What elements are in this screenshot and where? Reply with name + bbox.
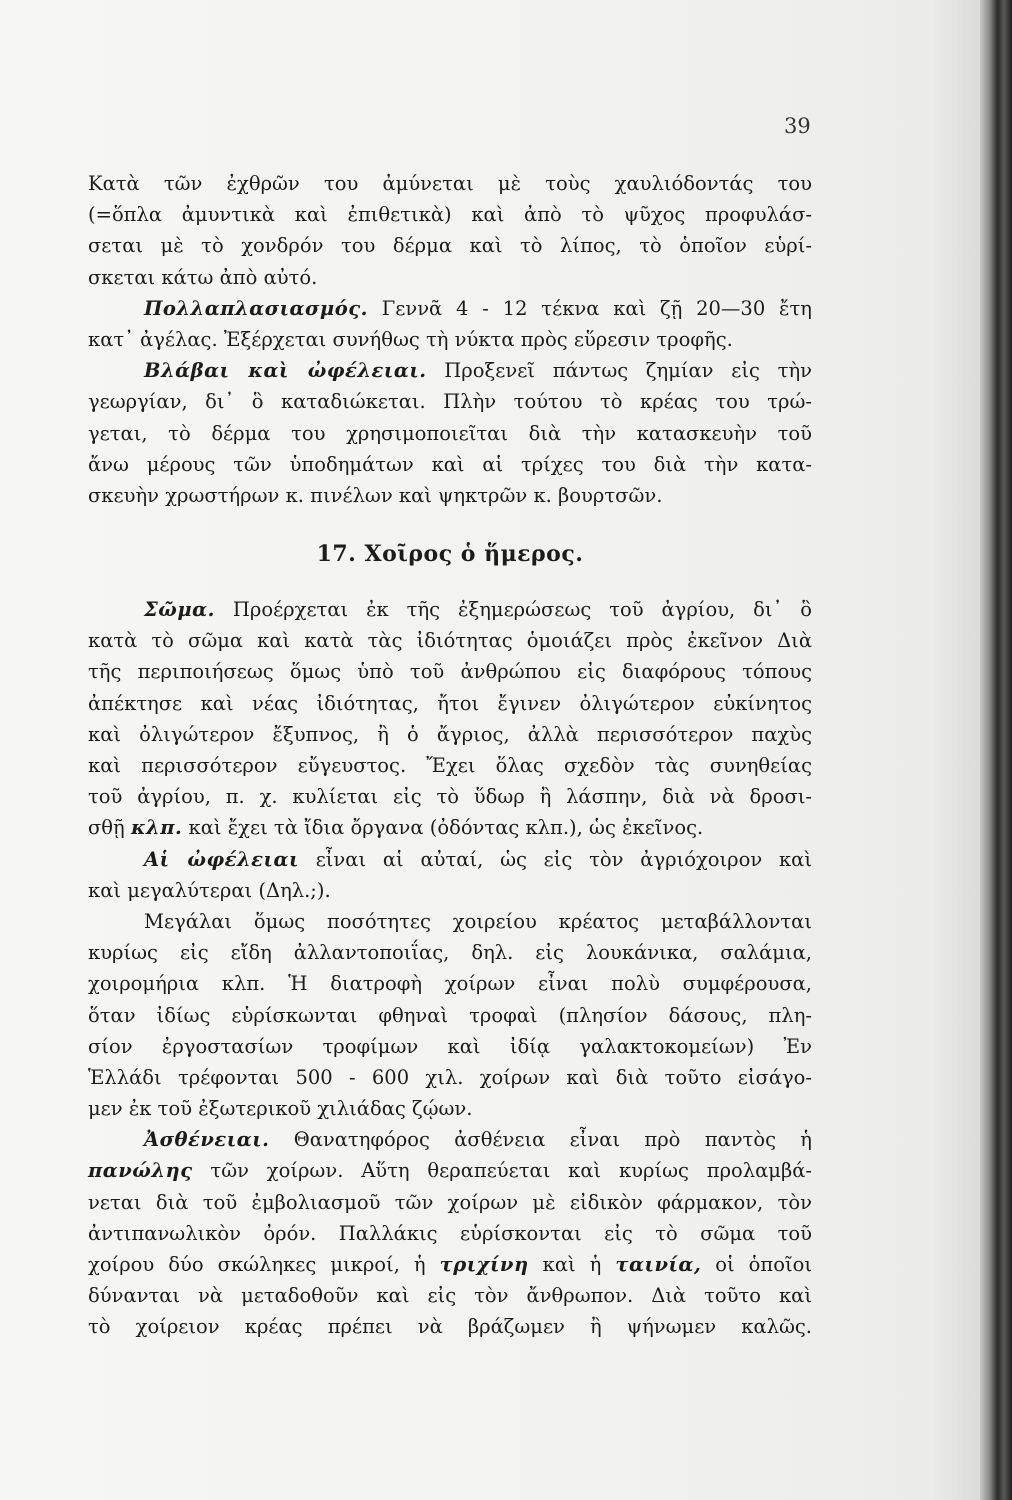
text-line: καὶ ὀλιγώτερον ἔξυπνος, ἢ ὁ ἄγριος, ἀλλὰ περισσότερον παχὺς	[88, 722, 812, 746]
text-line: ὅταν ἰδίως εὑρίσκωνται φθηναὶ τροφαὶ (πλησίον δάσους, πλη-	[88, 1003, 812, 1027]
text-line: κυρίως εἰς εἴδη ἀλλαντοποιΐας, δηλ. εἰς λουκάνικα, σαλάμια,	[88, 941, 812, 965]
text-line: σκευὴν χρωστήρων κ. πινέλων καὶ ψηκτρῶν κ. βουρτσῶν.	[88, 483, 663, 507]
text-line: καὶ περισσότερον εὔγευστος. Ἔχει ὅλας σχεδὸν τὰς συνηθείας	[88, 754, 812, 777]
text-run: οἱ ὁποῖοι	[715, 1253, 813, 1276]
text-run: Γεννᾶ 4 - 12 τέκνα καὶ ζῇ 20—30 ἔτη	[381, 296, 812, 320]
text-line: κατὰ τὸ σῶμα καὶ κατὰ τὰς ἰδιότητας ὁμοιάζει πρὸς ἐκεῖνον Διὰ	[88, 629, 812, 653]
harm-label: Βλάβαι καὶ ὠφέλειαι.	[144, 359, 427, 383]
text-line: καὶ μεγαλύτεραι (Δηλ.;).	[88, 878, 331, 902]
text-line	[88, 1155, 812, 1186]
diseases-label: Ἀσθένειαι.	[144, 1128, 270, 1152]
term-panolis: πανώλης	[88, 1159, 193, 1183]
term-trichini: τριχίνη	[439, 1253, 529, 1276]
text-run: σθῇ	[88, 816, 125, 840]
diseases-paragraph	[88, 1124, 812, 1155]
section-heading: 17. Χοῖρος ὁ ἥμερος.	[316, 541, 584, 568]
text-line: δύνανται νὰ μεταδοθοῦν καὶ εἰς τὸν ἄνθρωπον. Διὰ τοῦτο καὶ	[88, 1284, 812, 1308]
text-line: Ἑλλάδι τρέφονται 500 - 600 χιλ. χοίρων καὶ διὰ τοῦτο εἰσάγο-	[88, 1065, 812, 1089]
text-line: ἄνω μέρους τῶν ὑποδημάτων καὶ αἱ τρίχες του διὰ τὴν κατα-	[88, 452, 812, 476]
text-line: (=ὅπλα ἀμυντικὰ καὶ ἐπιθετικὰ) καὶ ἀπὸ τὸ ψῦχος προφυλάσ-	[88, 203, 812, 227]
text-line: γεωργίαν, δι᾽ ὃ καταδιώκεται. Πλὴν τούτου τὸ κρέας του τρώ-	[88, 390, 812, 414]
text-run: Προέρχεται ἐκ τῆς ἐξημερώσεως τοῦ ἀγρίου, δι᾽ ὃ	[232, 598, 812, 622]
page-number: 39	[784, 114, 811, 138]
text-line: τοῦ ἀγρίου, π. χ. κυλίεται εἰς τὸ ὕδωρ ἢ λάσπην, διὰ νὰ δροσι-	[88, 785, 812, 809]
text-run: καὶ ἔχει τὰ ἴδια ὄργανα (ὀδόντας κλπ.), ὡς ἐκεῖνος.	[188, 816, 704, 840]
text-run: Προξενεῖ πάντως ζημίαν εἰς τὴν	[444, 359, 812, 383]
multiplication-label: Πολλαπλασιασμός.	[144, 296, 368, 320]
text-line: νεται διὰ τοῦ ἐμβολιασμοῦ τῶν χοίρων μὲ εἰδικὸν φάρμακον, τὸν	[88, 1190, 812, 1214]
benefits-label: Αἱ ὠφέλειαι	[144, 847, 299, 871]
text-line: μεν ἐκ τοῦ ἐξωτερικοῦ χιλιάδας ζῴων.	[88, 1097, 473, 1121]
text-line: σκεται κάτω ἀπὸ αὐτό.	[88, 265, 318, 289]
text-line: Κατὰ τῶν ἐχθρῶν του ἀμύνεται μὲ τοὺς χαυλιόδοντάς του	[88, 172, 812, 195]
text-line: ἀπέκτησε καὶ νέας ἰδιότητας, ἤτοι ἔγινεν ὀλιγώτερον εὐκίνητος	[88, 691, 812, 715]
term-tainia: ταινία,	[615, 1253, 702, 1276]
text-run: εἶναι αἱ αὐταί, ὡς εἰς τὸν ἀγριόχοιρον καὶ	[315, 847, 812, 871]
text-line	[88, 1249, 812, 1280]
text-line: κατ᾽ ἀγέλας. Ἐξέρχεται συνήθως τὴ νύκτα πρὸς εὕρεσιν τροφῆς.	[88, 327, 733, 351]
text-run: τῶν χοίρων. Αὕτη θεραπεύεται καὶ κυρίως προλαμβά-	[210, 1159, 813, 1183]
abbr-klp: κλπ.	[130, 816, 183, 840]
body-label: Σῶμα.	[144, 598, 215, 622]
text-line	[88, 812, 812, 843]
text-run: χοίρου δύο σκώληκες μικροί, ἡ	[88, 1253, 426, 1276]
body-paragraph	[88, 594, 812, 625]
book-spine	[980, 0, 1012, 1500]
text-line: χοιρομήρια κλπ. Ἡ διατροφὴ χοίρων εἶναι πολὺ συμφέρουσα,	[88, 972, 812, 996]
text-line: τῆς περιποιήσεως ὅμως ὑπὸ τοῦ ἀνθρώπου εἰς διαφόρους τόπους	[88, 660, 812, 684]
text-run: καὶ ἡ	[542, 1253, 602, 1276]
text-line: τὸ χοίρειον κρέας πρέπει νὰ βράζωμεν ἢ ψήνωμεν καλῶς.	[88, 1315, 812, 1339]
harm-paragraph	[88, 355, 812, 386]
meat-paragraph: Μεγάλαι ὅμως ποσότητες χοιρείου κρέατος μεταβάλλονται	[144, 909, 812, 933]
text-line: γεται, τὸ δέρμα του χρησιμοποιεῖται διὰ τὴν κατασκευὴν τοῦ	[88, 421, 812, 445]
benefits-paragraph	[88, 844, 812, 875]
text-line: σίον ἐργοστασίων τροφίμων καὶ ἰδίᾳ γαλακτοκομείων) Ἐν	[88, 1034, 812, 1058]
multiplication-paragraph	[88, 293, 812, 324]
text-run: Θανατηφόρος ἀσθένεια εἶναι πρὸ παντὸς ἡ	[293, 1128, 812, 1152]
text-line: ἀντιπανωλικὸν ὀρόν. Παλλάκις εὑρίσκονται εἰς τὸ σῶμα τοῦ	[88, 1221, 812, 1245]
text-line: σεται μὲ τὸ χονδρόν του δέρμα καὶ τὸ λίπος, τὸ ὁποῖον εὑρί-	[88, 234, 812, 258]
text-block	[88, 168, 812, 1343]
